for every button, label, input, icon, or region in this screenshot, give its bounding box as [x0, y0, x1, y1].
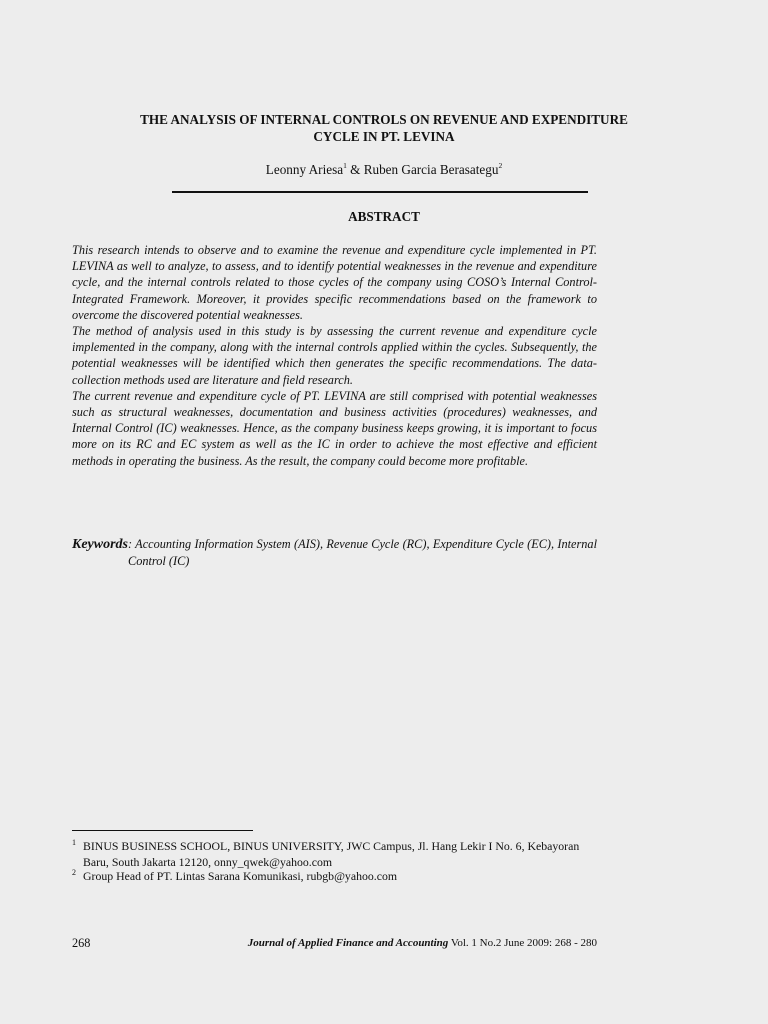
journal-citation	[248, 937, 597, 949]
author-2: Ruben Garcia Berasategu	[363, 162, 499, 177]
keywords-label: Keywords	[72, 537, 128, 552]
footnote-2	[72, 869, 602, 885]
abstract-paragraph-2: The method of analysis used in this study is by assessing the current revenue and expenditure cycle implemented in the company, along with the internal controls applied within the cycles. Subsequently, the potential weaknesses will be identified which then generates the specific recommendations. The data-collection methods used are literature and field research.	[72, 324, 597, 387]
journal-details: Vol. 1 No.2 June 2009: 268 - 280	[448, 937, 597, 949]
footnote-1-mark: 1	[72, 838, 76, 847]
abstract-body	[72, 242, 597, 469]
page-number: 268	[72, 936, 91, 950]
footnote-2-mark: 2	[72, 868, 76, 877]
author-1-footnote-mark: 1	[343, 161, 347, 170]
footnote-divider	[72, 830, 253, 831]
keywords	[72, 536, 597, 569]
journal-name: Journal of Applied Finance and Accounting	[247, 937, 449, 949]
abstract-heading: ABSTRACT	[348, 209, 420, 224]
title-line-1: THE ANALYSIS OF INTERNAL CONTROLS ON REVENUE AND EXPENDITURE	[140, 112, 628, 127]
author-line	[60, 161, 708, 178]
title-line-2: CYCLE IN PT. LEVINA	[313, 129, 455, 144]
footnote-1	[72, 839, 602, 870]
paper-title	[60, 111, 708, 145]
author-separator: &	[346, 162, 364, 177]
abstract-paragraph-1: This research intends to observe and to examine the revenue and expenditure cycle implemented in PT. LEVINA as well to analyze, to assess, and to identify potential weaknesses in the revenue and expenditure cycle, and the internal controls related to those cycles of the company using COSO’s Internal Control-Integrated Framework. Moreover, it provides specific recommendations based on the framework to overcome the discovered potential weaknesses.	[72, 243, 597, 322]
title-divider	[172, 191, 588, 193]
author-1: Leonny Ariesa	[265, 162, 344, 177]
author-2-footnote-mark: 2	[498, 161, 503, 170]
footnote-2-text: Group Head of PT. Lintas Sarana Komunikasi, rubgb@yahoo.com	[83, 869, 398, 883]
footnote-1-text: BINUS BUSINESS SCHOOL, BINUS UNIVERSITY, JWC Campus, Jl. Hang Lekir I No. 6, Kebayoran Baru, South Jakarta 12120, onny_qwek@yahoo.com	[83, 839, 580, 869]
keywords-text: : Accounting Information System (AIS), Revenue Cycle (RC), Expenditure Cycle (EC), Internal Control (IC)	[128, 537, 597, 569]
abstract-paragraph-3: The current revenue and expenditure cycle of PT. LEVINA are still comprised with potential weaknesses such as structural weaknesses, documentation and business activities (procedures) weaknesses, and Internal Control (IC) weaknesses. Hence, as the company business keeps growing, it is important to focus more on its RC and EC system as well as the IC in order to achieve the most effective and efficient methods in operating the business. As the result, the company could become more profitable.	[72, 388, 597, 468]
